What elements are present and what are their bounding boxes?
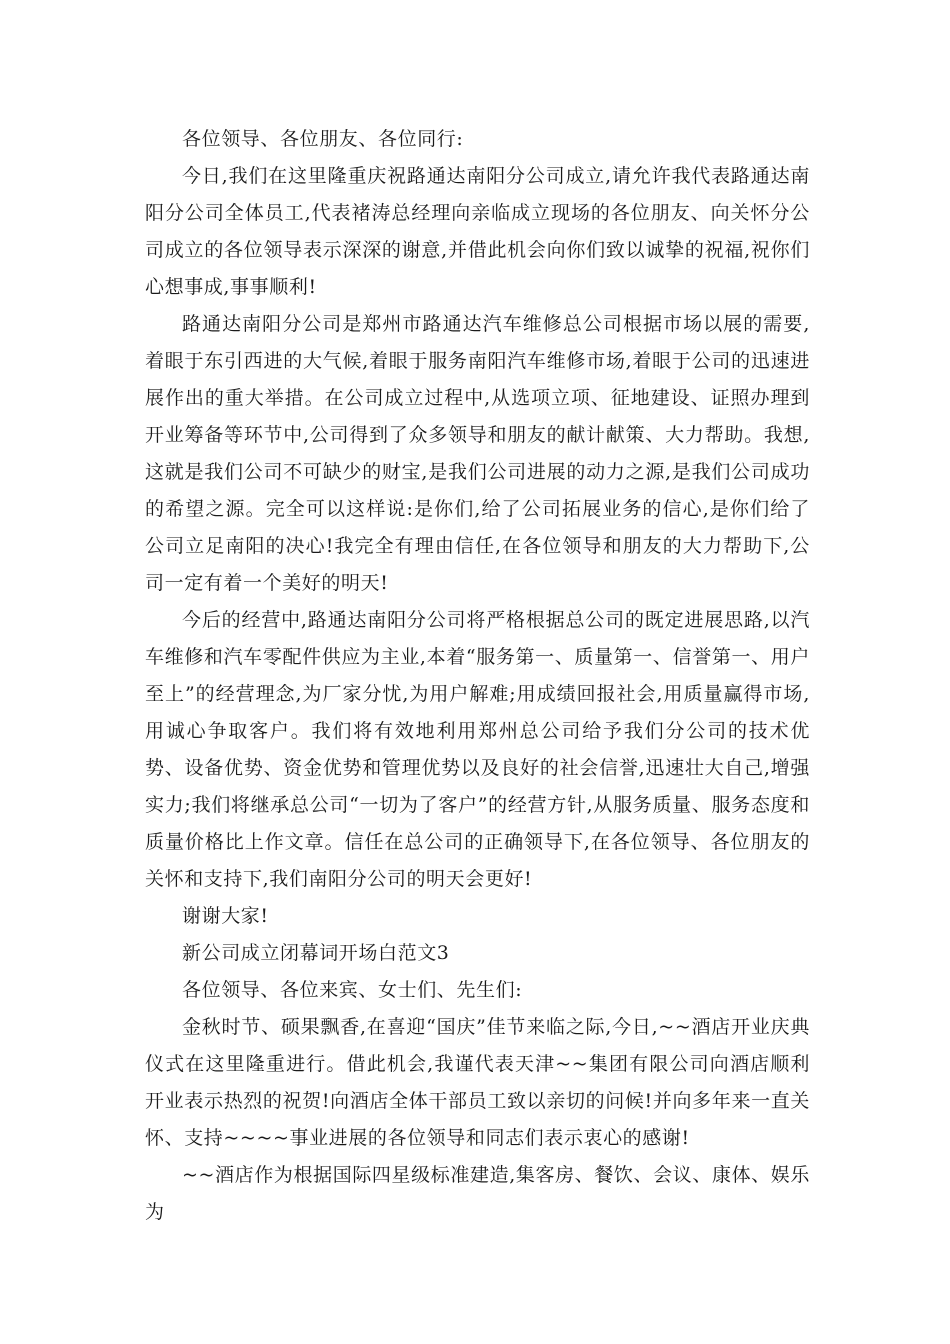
body-paragraph: 今后的经营中,路通达南阳分公司将严格根据总公司的既定进展思路,以汽车维修和汽车零配件供应为主业,本着“服务第一、质量第一、信誉第一、用户至上”的经营理念,为厂家分忧,为用户解难;用成绩回报社会,用质量赢得市场,用诚心争取客户。我们将有效地利用郑州总公司给予我们分公司的技术优势、设备优势、资金优势和管理优势以及良好的社会信誉,迅速壮大自己,增强实力;我们将继承总公司“一切为了客户”的经营方针,从服务质量、服务态度和质量价格比上作文章。信任在总公司的正确领导下,在各位领导、各位朋友的关怀和支持下,我们南阳分公司的明天会更好! bbox=[145, 609, 810, 890]
body-paragraph: 路通达南阳分公司是郑州市路通达汽车维修总公司根据市场以展的需要,着眼于东引西进的大气候,着眼于服务南阳汽车维修市场,着眼于公司的迅速进展作出的重大举措。在公司成立过程中,从选项立项、征地建设、证照办理到开业筹备等环节中,公司得到了众多领导和朋友的献计献策、大力帮助。我想,这就是我们公司不可缺少的财宝,是我们公司进展的动力之源,是我们公司成功的希望之源。完全可以这样说:是你们,给了公司拓展业务的信心,是你们给了公司立足南阳的决心!我完全有理由信任,在各位领导和朋友的大力帮助下,公司一定有着一个美好的明天! bbox=[145, 313, 810, 594]
body-paragraph: 金秋时节、硕果飘香,在喜迎“国庆”佳节来临之际,今日,~~酒店开业庆典仪式在这里隆重进行。借此机会,我谨代表天津~~集团有限公司向酒店顺利开业表示热烈的祝贺!向酒店全体干部员工致以亲切的问候!并向多年来一直关怀、支持~~~~事业进展的各位领导和同志们表示衷心的感谢! bbox=[145, 1016, 810, 1149]
document-body bbox=[145, 121, 810, 1231]
closing-thanks: 谢谢大家! bbox=[182, 905, 269, 927]
section-heading: 新公司成立闭幕词开场白范文3 bbox=[182, 942, 450, 964]
greeting-paragraph: 各位领导、各位朋友、各位同行: bbox=[182, 128, 464, 150]
greeting-paragraph: 各位领导、各位来宾、女士们、先生们: bbox=[182, 979, 523, 1001]
body-paragraph: 今日,我们在这里隆重庆祝路通达南阳分公司成立,请允许我代表路通达南阳分公司全体员工,代表褚涛总经理向亲临成立现场的各位朋友、向关怀分公司成立的各位领导表示深深的谢意,并借此机会向你们致以诚挚的祝福,祝你们心想事成,事事顺利! bbox=[145, 165, 810, 298]
body-paragraph: ~~酒店作为根据国际四星级标准建造,集客房、餐饮、会议、康体、娱乐为 bbox=[145, 1164, 810, 1223]
